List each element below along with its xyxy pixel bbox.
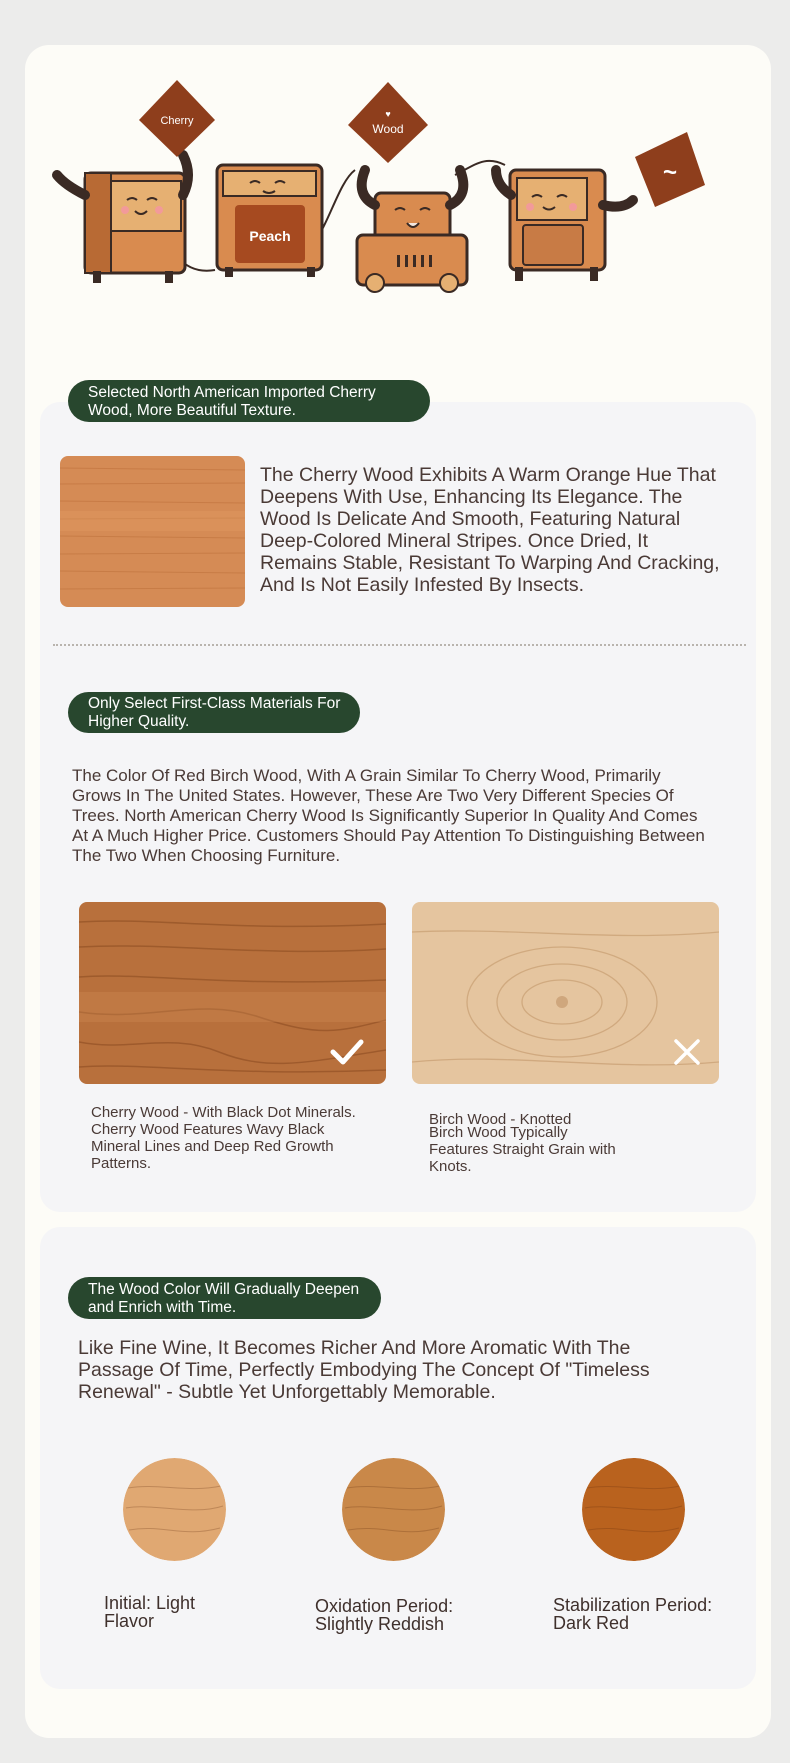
cherry-caption-body: Cherry Wood Features Wavy Black Mineral Lines and Deep Red Growth Patterns. (91, 1121, 334, 1172)
cabinet-1-icon (57, 155, 188, 283)
section2-badge-text: Only Select First-Class Materials For Higher Quality. (88, 695, 341, 730)
cabinet-2-icon (217, 165, 322, 277)
section1-badge-text: Selected North American Imported Cherry Wood, More Beautiful Texture. (88, 383, 376, 419)
aging-description: Like Fine Wine, It Becomes Richer And More Aromatic With The Passage Of Time, Perfectly Embodying The Concept Of "Timeless Renewal" - Subtle Yet Unforgettably Memorable. (78, 1337, 650, 1403)
stage-label-initial: Initial: Light Flavor (104, 1593, 196, 1631)
wood-disc-stabilization (582, 1458, 685, 1561)
kite-label-cherry: Cherry (160, 115, 194, 127)
kite-cherry-icon (139, 80, 215, 157)
kite-tilde-icon (635, 132, 705, 207)
section-divider (53, 644, 746, 646)
hero-illustration (35, 45, 725, 305)
cabinet-3-icon (357, 170, 467, 292)
birch-caption-body: Birch Wood Typically Features Straight Grain with Knots. (429, 1124, 616, 1175)
stage-label-oxidation: Oxidation Period: Slightly Reddish (315, 1596, 454, 1634)
kite-label-peach: Peach (249, 228, 291, 244)
checkmark-icon (327, 1032, 367, 1072)
section1-badge (68, 380, 430, 422)
cross-icon (667, 1032, 707, 1072)
cherry-caption-title: Cherry Wood - With Black Dot Minerals. (91, 1104, 356, 1121)
cherry-wood-description: The Cherry Wood Exhibits A Warm Orange Hue That Deepens With Use, Enhancing Its Elegance. The Wood Is Delicate And Smooth, Featuring Natural Deep-Colored Mineral Stripes. Once Dried, It Remains Stable, Resistant To Warping And Cracking, And Is Not Easily Infested By Insects. (260, 464, 720, 596)
section3-badge-text: The Wood Color Will Gradually Deepen and Enrich with Time. (88, 1280, 360, 1316)
cabinet-4-icon (496, 170, 633, 281)
birch-comparison-description: The Color Of Red Birch Wood, With A Grain Similar To Cherry Wood, Primarily Grows In The United States. However, These Are Two Very Different Species Of Trees. North American Cherry Wood Is Significantly Superior In Quality And Comes At A Much Higher Price. Customers Should Pay Attention To Distinguishing Between The Two When Choosing Furniture. (72, 766, 705, 865)
cherry-wood-sample-image (60, 456, 245, 607)
svg-text:♥: ♥ (385, 109, 391, 119)
kite-label-tilde: ~ (662, 159, 678, 186)
stage-label-stabilization: Stabilization Period: Dark Red (553, 1595, 713, 1633)
section3-badge (68, 1277, 381, 1319)
wood-disc-oxidation (342, 1458, 445, 1561)
kite-wood-icon (348, 82, 428, 163)
section2-badge (68, 692, 360, 733)
wood-disc-initial (123, 1458, 226, 1561)
birch-caption-title: Birch Wood - Knotted (429, 1111, 572, 1128)
kite-label-wood: Wood (372, 122, 404, 136)
